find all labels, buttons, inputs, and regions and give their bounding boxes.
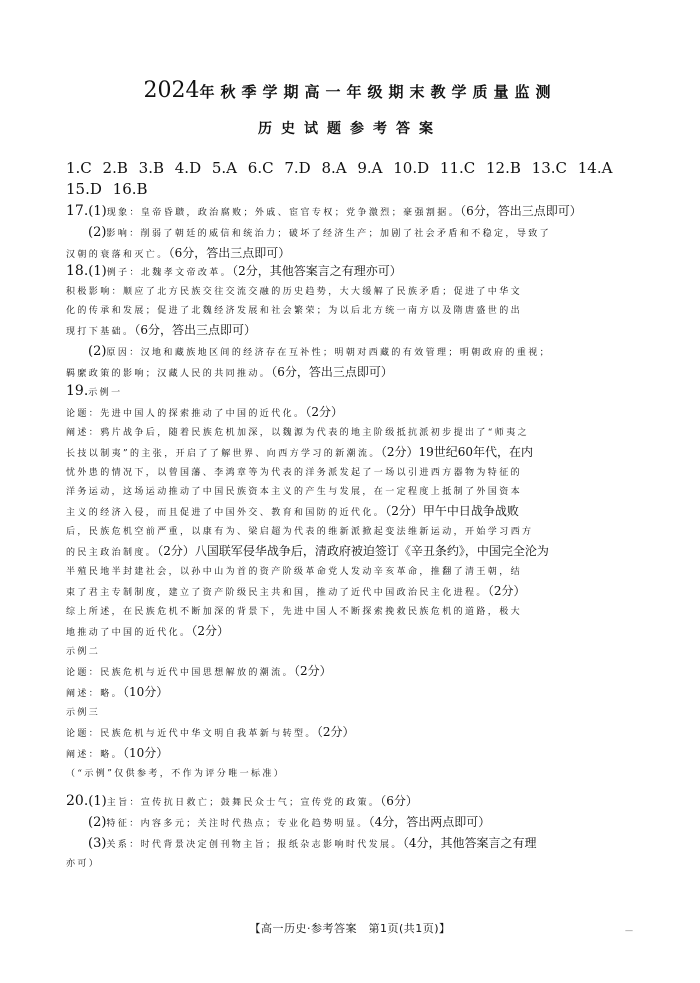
q18-part-2: (2)原因：汉地和藏族地区间的经济存在互补性；明朝对西藏的有效管理；明朝政府的重视； xyxy=(88,344,552,359)
question-20 xyxy=(66,792,666,874)
document-subtitle: 历史试题参考答案 xyxy=(258,121,442,137)
title-text: 年秋季学期高一年级期末教学质量监测 xyxy=(199,83,557,101)
q19-text-line: 忧外患的情况下，以曾国藩、李鸿章等为代表的洋务派发起了一场以引进西方器物为特征的 xyxy=(66,468,523,478)
q18-text-line: 积极影响：顺应了北方民族交往交流交融的历史趋势，大大缓解了民族矛盾；促进了中华文 xyxy=(66,287,523,297)
q19-note: （“示例”仅供参考，不作为评分唯一标准） xyxy=(66,769,286,779)
question-17 xyxy=(66,202,666,265)
q19-text-line: 洋务运动，这场运动推动了中国民族资本主义的产生与发展，在一定程度上抵制了外国资本 xyxy=(66,487,523,497)
q18-text-line: 现打下基础。（6分，答出三点即可） xyxy=(66,323,257,337)
q17-part-2: (2)影响：削弱了朝廷的威信和统治力；破坏了经济生产；加剧了社会矛盾和不稳定，导致了 xyxy=(88,225,552,240)
q19-header: 19.示例一 xyxy=(66,383,123,399)
mc-answers-line-1: 1.C 2.B 3.B 4.D 5.A 6.C 7.D 8.A 9.A 10.D 11.C 12.B 13.C 14.A xyxy=(66,159,613,177)
q19-example-3-label: 示例三 xyxy=(66,708,101,718)
q19-text-line: 长技以制夷”的主张，开启了了解世界、向西方学习的新潮流。（2分）19世纪60年代，在内 xyxy=(66,445,533,459)
q20-part-3-cont: 亦可） xyxy=(66,859,101,869)
q19-example-3-body: 阐述：略。（10分） xyxy=(66,746,169,760)
q18-text-line: 化的传承和发展；促进了北魏经济发展和社会繁荣；为以后北方统一南方以及隋唐盛世的出 xyxy=(66,306,523,316)
q17-part-1: 17.(1)现象：皇帝昏聩，政治腐败；外戚、宦官专权；党争激烈；豪强割据。（6分，答出三点即可） xyxy=(66,203,582,219)
q19-text-line: 后，民族危机空前严重，以康有为、梁启超为代表的维新派掀起变法维新运动，开始学习西方 xyxy=(66,527,534,537)
q20-part-3: (3)关系：时代背景决定创刊物主旨；报纸杂志影响时代发展。（4分，其他答案言之有理 xyxy=(88,836,537,851)
q19-example-3-thesis: 论题：民族危机与近代中华文明自我革新与转型。（2分） xyxy=(66,725,355,739)
multiple-choice-answers xyxy=(66,158,676,200)
q19-text-line: 阐述：鸦片战争后，随着民族危机加深，以魏源为代表的地主阶级抵抗派初步提出了“师夷之 xyxy=(66,428,530,438)
q19-text-line: 半殖民地半封建社会，以孙中山为首的资产阶级革命党人发动辛亥革命，推翻了清王朝，结 xyxy=(66,567,523,577)
question-18 xyxy=(66,262,666,384)
q19-text-line: 的民主政治制度。（2分）八国联军侵华战争后，清政府被迫签订《辛丑条约》，中国完全沦为 xyxy=(66,544,549,558)
q19-thesis: 论题：先进中国人的探索推动了中国的近代化。（2分） xyxy=(66,405,344,419)
q18-part-2-cont: 羁縻政策的影响；汉藏人民的共同推动。（6分，答出三点即可） xyxy=(66,365,393,379)
mc-answers-line-2: 15.D 16.B xyxy=(66,180,148,198)
q18-part-1: 18.(1)例子：北魏孝文帝改革。（2分，其他答案言之有理亦可） xyxy=(66,263,402,279)
question-19 xyxy=(66,382,666,784)
q19-text-line: 地推动了中国的近代化。（2分） xyxy=(66,624,230,638)
q19-text-line: 束了君主专制制度，建立了资产阶级民主共和国，推动了近代中国政治民主化进程。（2分） xyxy=(66,584,526,598)
q19-example-2-body: 阐述：略。（10分） xyxy=(66,685,169,699)
document-title xyxy=(0,78,700,103)
q19-example-2-label: 示例二 xyxy=(66,647,101,657)
page-footer: 【高一历史·参考答案 第1页(共1页)】 xyxy=(249,922,451,935)
title-year: 2024 xyxy=(143,78,200,103)
corner-mark: — xyxy=(625,926,633,935)
q20-part-2: (2)特征：内容多元；关注时代热点；专业化趋势明显。（4分，答出两点即可） xyxy=(88,815,491,830)
q19-text-line: 主义的经济入侵，而且促进了中国外交、教育和国防的近代化。（2分）甲午中日战争战败 xyxy=(66,504,519,518)
q17-part-2-cont: 汉朝的衰落和灭亡。（6分，答出三点即可） xyxy=(66,246,291,260)
q19-example-2-thesis: 论题：民族危机与近代中国思想解放的潮流。（2分） xyxy=(66,664,332,678)
q19-text-line: 综上所述，在民族危机不断加深的背景下，先进中国人不断探索挽救民族危机的道路，极大 xyxy=(66,607,523,617)
q20-part-1: 20.(1)主旨：宣传抗日救亡；鼓舞民众士气；宣传党的政策。（6分） xyxy=(66,793,418,809)
